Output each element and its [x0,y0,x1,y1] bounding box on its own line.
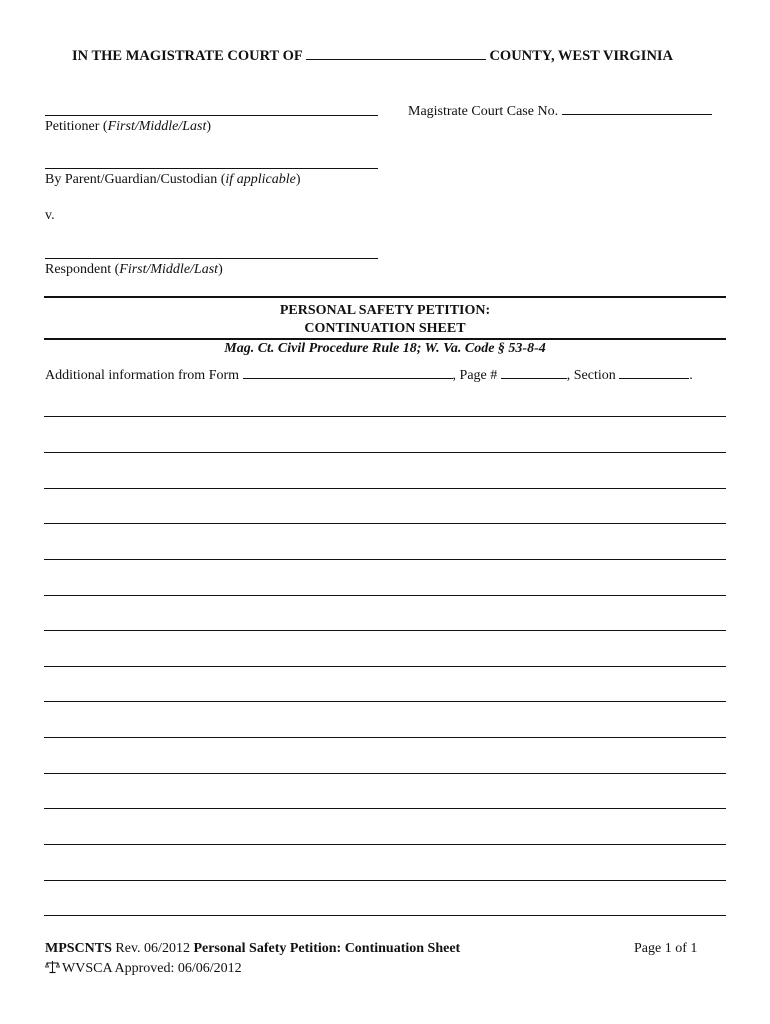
scales-of-justice-icon [45,960,60,974]
petitioner-label-close: ) [206,119,212,134]
form-title-line1: PERSONAL SAFETY PETITION: [279,303,491,318]
writing-line[interactable] [44,808,726,809]
petitioner-label [45,119,211,135]
writing-line[interactable] [44,595,726,596]
writing-line[interactable] [44,523,726,524]
form-revision: Rev. 06/2012 [115,941,190,956]
county-name-field[interactable] [306,47,486,60]
row-end: . [689,368,693,383]
guardian-label-close: ) [295,172,301,187]
footer-form-info [45,941,460,957]
versus-text: v. [45,208,55,223]
writing-line[interactable] [44,844,726,845]
court-heading [72,47,673,65]
title-top-rule [44,296,726,298]
court-suffix: COUNTY, WEST VIRGINIA [489,48,674,64]
additional-info-row [45,366,693,384]
respondent-label-text: Respondent ( [45,262,120,277]
writing-line[interactable] [44,630,726,631]
petitioner-name-field[interactable] [45,115,378,116]
writing-line[interactable] [44,880,726,881]
writing-line[interactable] [44,737,726,738]
petitioner-label-text: Petitioner ( [45,119,108,134]
form-name-field[interactable] [243,366,453,379]
writing-line[interactable] [44,559,726,560]
writing-line[interactable] [44,773,726,774]
writing-line[interactable] [44,416,726,417]
approval-text: WVSCA Approved: 06/06/2012 [62,961,242,976]
section-label: , Section [566,368,616,383]
page-number: Page 1 of 1 [634,941,698,956]
case-number-label: Magistrate Court Case No. [408,104,559,119]
writing-line[interactable] [44,666,726,667]
page-number-field[interactable] [501,366,567,379]
respondent-label [45,262,223,278]
guardian-label [45,172,300,188]
guardian-name-field[interactable] [45,168,378,169]
respondent-label-hint: First/Middle/Last [119,262,219,277]
form-code: MPSCNTS [45,941,112,956]
section-field[interactable] [619,366,689,379]
case-number-row [408,102,712,120]
page-label: , Page # [452,368,498,383]
title-bottom-rule [44,338,726,340]
petitioner-label-hint: First/Middle/Last [107,119,207,134]
writing-line[interactable] [44,488,726,489]
rule-citation: Mag. Ct. Civil Procedure Rule 18; W. Va. Code § 53-8-4 [224,341,546,356]
guardian-label-text: By Parent/Guardian/Custodian ( [45,172,226,187]
footer-form-name: Personal Safety Petition: Continuation Sheet [193,941,461,956]
court-prefix: IN THE MAGISTRATE COURT OF [72,48,303,64]
writing-line[interactable] [44,701,726,702]
respondent-label-close: ) [218,262,223,277]
writing-line[interactable] [44,915,726,916]
guardian-label-hint: if applicable [225,172,296,187]
case-number-field[interactable] [562,102,712,115]
additional-info-label: Additional information from Form [45,368,240,383]
form-title-line2: CONTINUATION SHEET [304,321,466,336]
respondent-name-field[interactable] [45,258,378,259]
approval-line [45,960,242,977]
writing-line[interactable] [44,452,726,453]
